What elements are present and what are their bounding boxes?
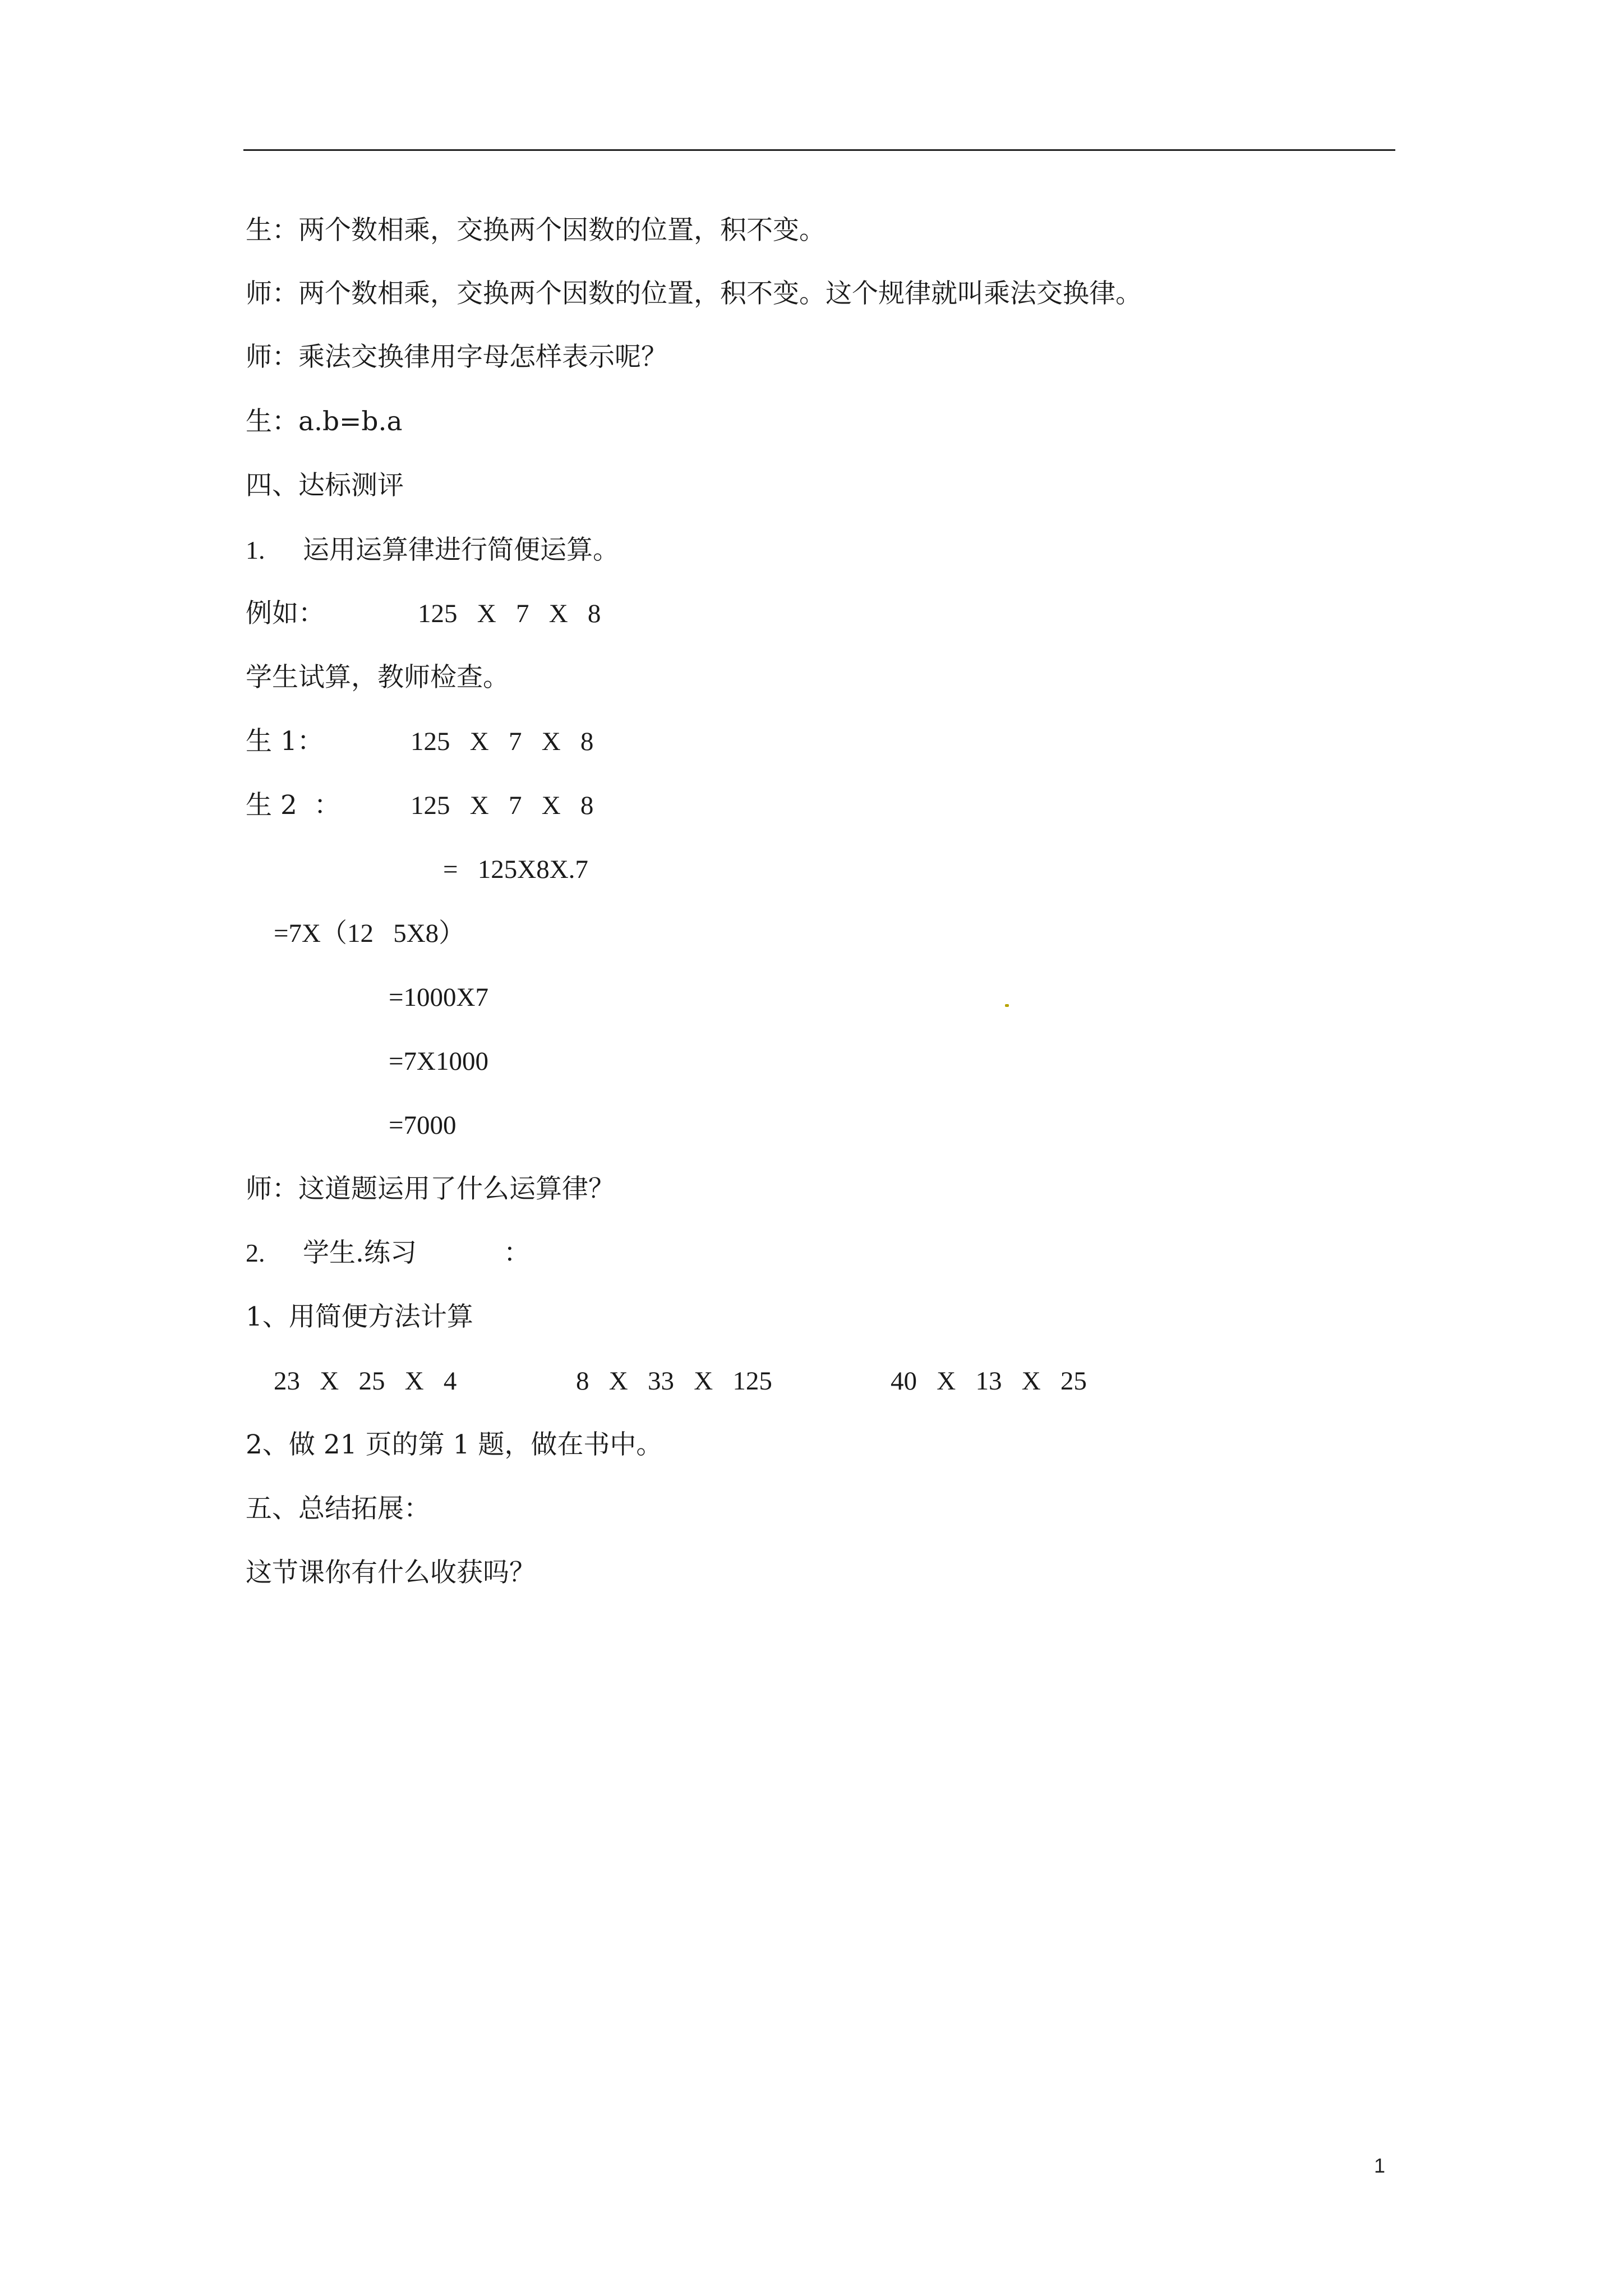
stray-mark [1005,1004,1009,1007]
item-text-1: 运用运算律进行简便运算。 [303,535,619,565]
calc-step-1: = 125X8X.7 [443,855,588,884]
exercise-expression-a: 23 X 25 X 4 [274,1366,457,1396]
text-line-22: 这节课你有什么收获吗？ [246,1557,536,1588]
student2-expression: 125 X 7 X 8 [411,791,594,820]
item-number-1: 1. [246,536,265,564]
text-line-18: 1、用简便方法计算 [246,1301,473,1332]
student2-label: 生 2 ： [246,790,340,821]
page-number: 1 [1374,2154,1386,2177]
exercise-expression-c: 40 X 13 X 25 [891,1366,1087,1396]
student1-expression: 125 X 7 X 8 [411,727,594,756]
text-line-20: 2、做 21 页的第 1 题，做在书中。 [246,1429,663,1460]
text-line-16: 师：这道题运用了什么运算律？ [246,1174,615,1204]
text-line-4: 生：a.b=b.a [246,406,403,437]
section-heading-4: 四、达标测评 [246,470,404,501]
calc-step-4: =7X1000 [389,1047,488,1076]
text-line-1: 生：两个数相乘，交换两个因数的位置，积不变。 [246,215,826,246]
text-line-3: 师：乘法交换律用字母怎样表示呢？ [246,342,667,372]
item-text-2-colon: ： [504,1237,530,1268]
exercise-expression-b: 8 X 33 X 125 [576,1366,772,1396]
text-line-2: 师：两个数相乘，交换两个因数的位置，积不变。这个规律就叫乘法交换律。 [246,278,1142,309]
calc-step-2: =7X（12 5X8） [274,919,465,948]
calc-step-5: =7000 [389,1111,457,1140]
item-text-2: 学生.练习 [303,1237,417,1268]
student1-label: 生 1： [246,726,324,757]
example-expression: 125 X 7 X 8 [418,599,601,628]
text-line-8: 学生试算，教师检查。 [246,662,509,693]
example-label: 例如： [246,598,325,629]
calc-step-3: =1000X7 [389,983,488,1012]
header-rule [243,149,1395,151]
item-number-2: 2. [246,1239,265,1267]
section-heading-5: 五、总结拓展： [246,1493,430,1524]
